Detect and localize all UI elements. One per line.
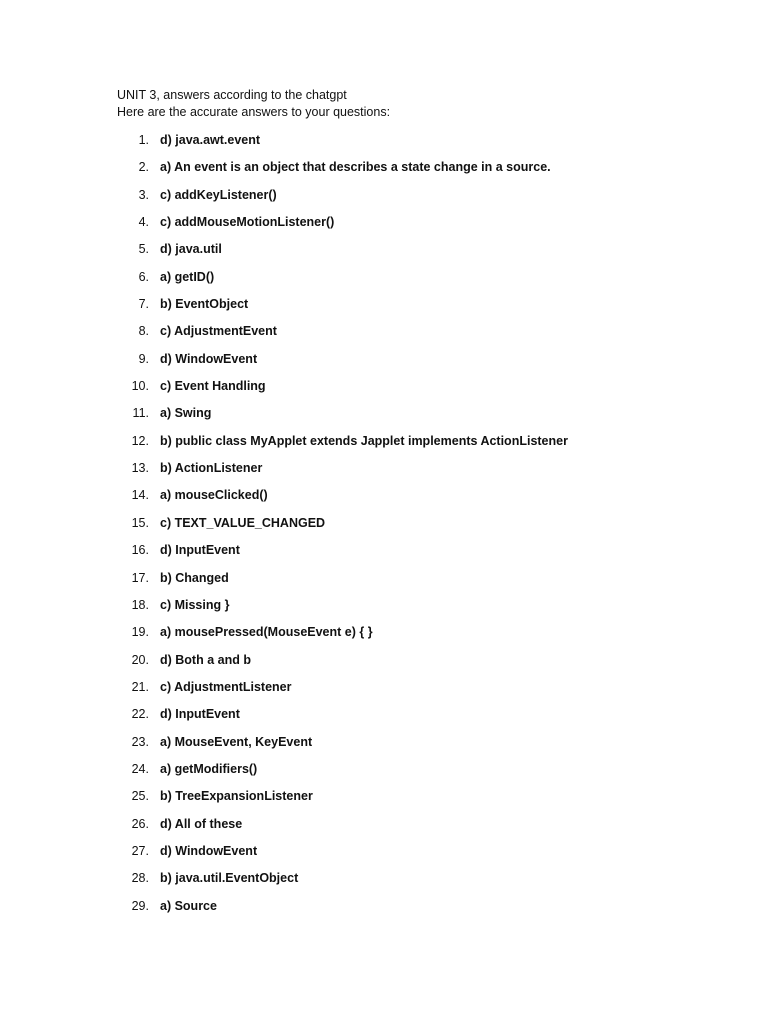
list-item-answer: c) Event Handling xyxy=(160,379,266,394)
list-item-number: 16. xyxy=(131,543,149,558)
list-item-answer: d) InputEvent xyxy=(160,707,240,722)
list-item-number: 15. xyxy=(131,515,149,530)
list-item xyxy=(0,432,768,459)
list-item-answer: b) EventObject xyxy=(160,297,249,312)
list-item xyxy=(0,486,768,513)
list-item-answer: c) AdjustmentEvent xyxy=(160,324,277,339)
list-item-answer: c) addMouseMotionListener() xyxy=(160,215,335,230)
list-item-number: 14. xyxy=(131,488,149,503)
list-item xyxy=(0,596,768,623)
list-item-number: 6. xyxy=(138,269,149,284)
list-item-answer: c) TEXT_VALUE_CHANGED xyxy=(160,515,326,530)
list-item xyxy=(0,897,768,924)
list-item-number: 27. xyxy=(131,843,149,858)
list-item-answer: b) java.util.EventObject xyxy=(160,871,299,886)
list-item-answer: c) Missing } xyxy=(160,597,230,612)
list-item-number: 29. xyxy=(131,898,149,913)
list-item xyxy=(0,350,768,377)
list-item xyxy=(0,131,768,158)
list-item-number: 26. xyxy=(131,816,149,831)
list-item-number: 25. xyxy=(131,789,149,804)
list-item-answer: b) ActionListener xyxy=(160,461,263,476)
list-item xyxy=(0,787,768,814)
list-item-answer: a) mousePressed(MouseEvent e) { } xyxy=(160,625,373,640)
list-item-number: 22. xyxy=(131,707,149,722)
list-item-number: 20. xyxy=(131,652,149,667)
answer-list xyxy=(0,131,768,924)
list-item-answer: c) addKeyListener() xyxy=(160,187,277,202)
list-item-number: 21. xyxy=(131,679,149,694)
document-heading: UNIT 3, answers according to the chatgpt xyxy=(117,88,347,102)
list-item xyxy=(0,240,768,267)
list-item xyxy=(0,268,768,295)
list-item xyxy=(0,651,768,678)
list-item-answer: a) An event is an object that describes a state change in a source. xyxy=(160,160,551,175)
list-item-number: 13. xyxy=(131,461,149,476)
list-item-number: 2. xyxy=(138,160,149,175)
list-item-answer: a) getModifiers() xyxy=(160,761,258,776)
list-item xyxy=(0,514,768,541)
list-item-answer: a) Source xyxy=(160,898,217,913)
list-item-answer: d) java.util xyxy=(160,242,222,257)
list-item-number: 23. xyxy=(131,734,149,749)
list-item xyxy=(0,295,768,322)
list-item xyxy=(0,404,768,431)
list-item xyxy=(0,760,768,787)
list-item xyxy=(0,158,768,185)
intro-text: Here are the accurate answers to your questions: xyxy=(117,105,391,119)
list-item xyxy=(0,705,768,732)
list-item-answer: d) All of these xyxy=(160,816,243,831)
list-item-answer: b) Changed xyxy=(160,570,229,585)
list-item-answer: d) java.awt.event xyxy=(160,133,261,147)
list-item-answer: a) Swing xyxy=(160,406,212,421)
list-item xyxy=(0,623,768,650)
list-item-number: 9. xyxy=(138,351,149,366)
list-item-number: 19. xyxy=(131,625,149,640)
list-item-answer: c) AdjustmentListener xyxy=(160,679,292,694)
list-item xyxy=(0,459,768,486)
list-item xyxy=(0,322,768,349)
list-item-answer: d) Both a and b xyxy=(160,652,251,667)
list-item-answer: b) public class MyApplet extends Japplet implements ActionListener xyxy=(160,433,568,448)
list-item xyxy=(0,678,768,705)
list-item-number: 7. xyxy=(138,297,149,312)
list-item xyxy=(0,842,768,869)
list-item-answer: b) TreeExpansionListener xyxy=(160,789,313,804)
list-item-answer: d) WindowEvent xyxy=(160,351,258,366)
list-item-number: 11. xyxy=(132,406,149,421)
list-item xyxy=(0,213,768,240)
list-item-number: 17. xyxy=(131,570,149,585)
list-item-number: 1. xyxy=(138,133,149,147)
list-item-answer: a) getID() xyxy=(160,269,215,284)
list-item xyxy=(0,733,768,760)
list-item xyxy=(0,569,768,596)
list-item xyxy=(0,186,768,213)
list-item-answer: d) InputEvent xyxy=(160,543,240,558)
list-item-answer: a) MouseEvent, KeyEvent xyxy=(160,734,313,749)
list-item xyxy=(0,541,768,568)
list-item-number: 18. xyxy=(131,597,149,612)
list-item-number: 12. xyxy=(131,433,149,448)
list-item-answer: a) mouseClicked() xyxy=(160,488,268,503)
list-item xyxy=(0,869,768,896)
list-item-answer: d) WindowEvent xyxy=(160,843,258,858)
list-item-number: 24. xyxy=(131,761,149,776)
list-item-number: 5. xyxy=(138,242,149,257)
list-item xyxy=(0,377,768,404)
list-item-number: 28. xyxy=(131,871,149,886)
list-item-number: 10. xyxy=(131,379,149,394)
list-item-number: 3. xyxy=(138,187,149,202)
list-item xyxy=(0,815,768,842)
list-item-number: 8. xyxy=(138,324,149,339)
list-item-number: 4. xyxy=(138,215,149,230)
